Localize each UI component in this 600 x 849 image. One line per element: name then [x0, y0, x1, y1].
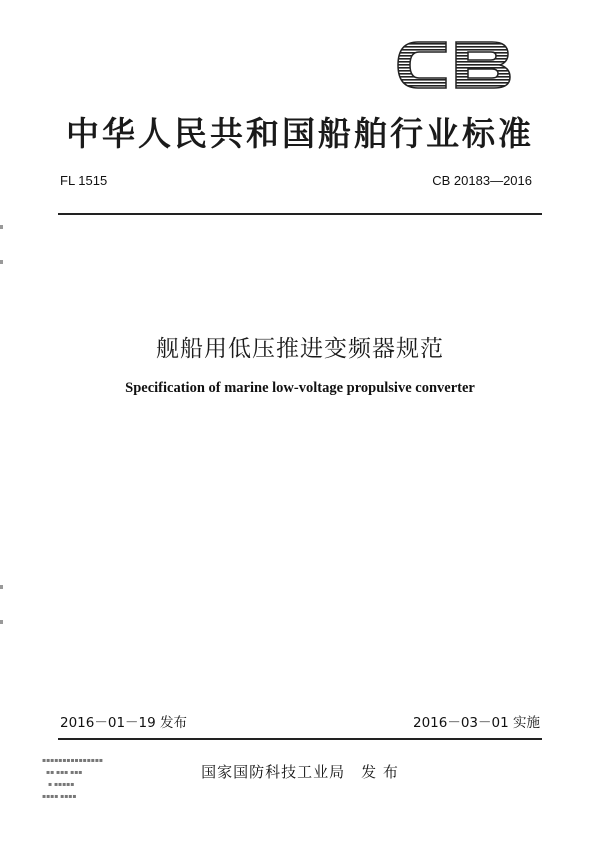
svg-text:▪ ▪▪▪▪▪: ▪ ▪▪▪▪▪ — [48, 781, 75, 788]
scan-edge-mark — [0, 620, 3, 624]
svg-text:▪▪▪▪▪▪▪▪▪▪▪▪▪▪▪: ▪▪▪▪▪▪▪▪▪▪▪▪▪▪▪ — [42, 757, 103, 764]
standard-title: 中华人民共和国船舶行业标准 — [66, 114, 534, 153]
footer-divider — [58, 738, 542, 740]
cb-logo — [392, 34, 516, 96]
implementation-date: 2016－03－01 实施 — [412, 715, 540, 731]
header-divider — [58, 213, 542, 215]
scan-edge-mark — [0, 260, 3, 264]
issue-date: 2016－01－19 发布 — [60, 715, 188, 731]
document-title-cn: 舰船用低压推进变频器规范 — [156, 336, 444, 362]
svg-text:▪▪▪▪ ▪▪▪▪: ▪▪▪▪ ▪▪▪▪ — [42, 793, 77, 800]
scan-edge-mark — [0, 585, 3, 589]
standard-number: CB 20183—2016 — [432, 173, 532, 188]
scan-edge-mark — [0, 225, 3, 229]
publisher: 国家国防科技工业局 发 布 — [201, 763, 399, 781]
document-title-en: Specification of marine low-voltage propulsive converter — [125, 380, 475, 396]
svg-text:▪▪ ▪▪▪ ▪▪▪: ▪▪ ▪▪▪ ▪▪▪ — [46, 769, 83, 776]
classification-code: FL 1515 — [60, 173, 108, 188]
